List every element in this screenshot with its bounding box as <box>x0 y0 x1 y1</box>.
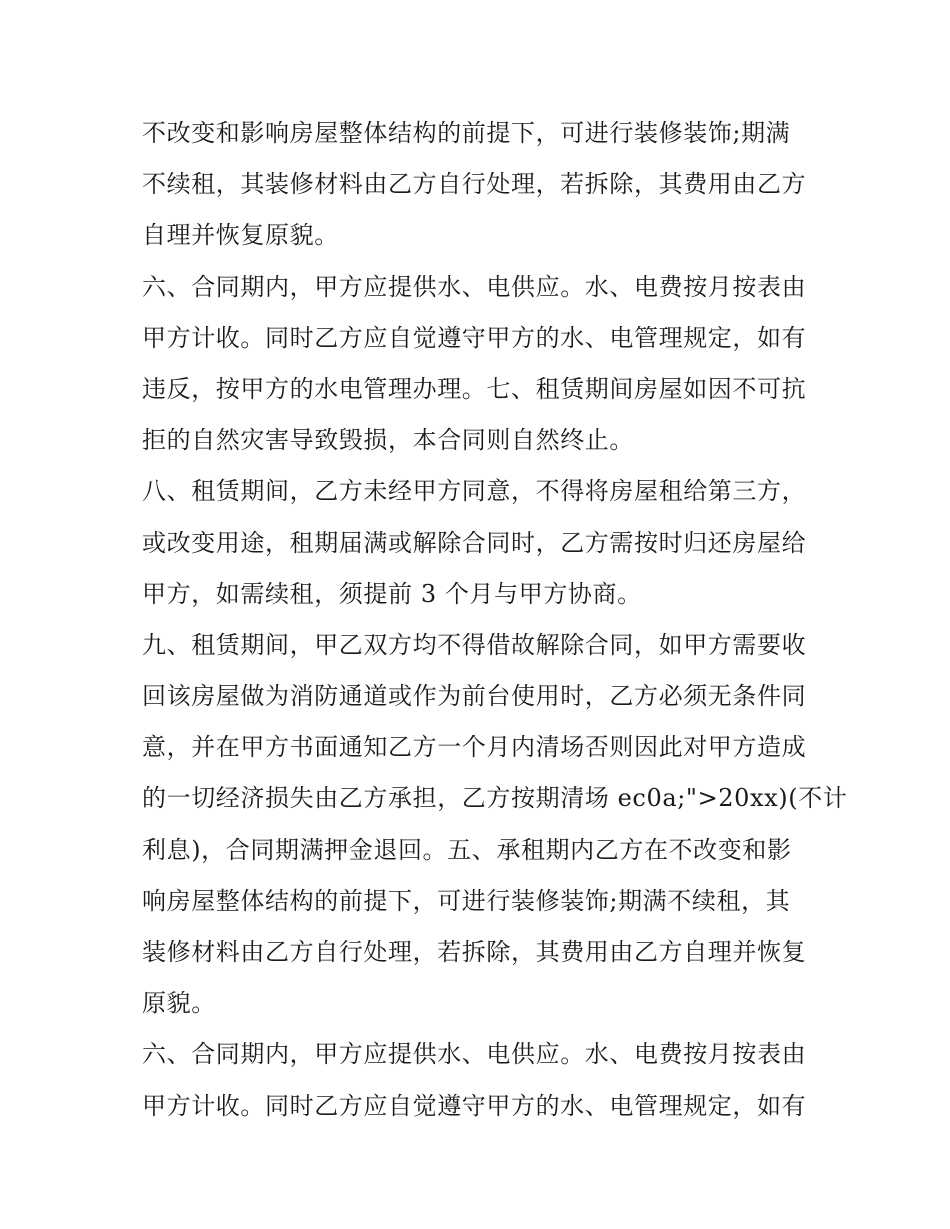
text-line: 不改变和影响房屋整体结构的前提下，可进行装修装饰;期满 <box>142 119 791 147</box>
text-line: 自理并恢复原貌。 <box>142 221 339 250</box>
text-line: 不续租，其装修材料由乙方自行处理，若拆除，其费用由乙方 <box>142 170 807 199</box>
text-line: 利息)，合同期满押金退回。五、承租期内乙方在不改变和影 <box>142 835 792 864</box>
text-line: 违反，按甲方的水电管理办理。七、租赁期间房屋如因不可抗 <box>142 374 807 403</box>
text-line: 甲方，如需续租，须提前 3 个月与甲方协商。 <box>142 579 642 608</box>
text-line: 九、租赁期间，甲乙双方均不得借故解除合同，如甲方需要收 <box>142 630 807 659</box>
text-line: 的一切经济损失由乙方承担，乙方按期清场 ec0a;">20xx)(不计 <box>142 784 848 813</box>
text-line: 响房屋整体结构的前提下，可进行装修装饰;期满不续租，其 <box>142 886 791 915</box>
text-line: 装修材料由乙方自行处理，若拆除，其费用由乙方自理并恢复 <box>142 938 807 966</box>
text-line: 八、租赁期间，乙方未经甲方同意，不得将房屋租给第三方， <box>142 477 807 506</box>
text-line: 或改变用途，租期届满或解除合同时，乙方需按时归还房屋给 <box>142 528 807 557</box>
text-line: 甲方计收。同时乙方应自觉遵守甲方的水、电管理规定，如有 <box>142 1091 807 1120</box>
document-body <box>142 108 848 1132</box>
text-line: 六、合同期内，甲方应提供水、电供应。水、电费按月按表由 <box>142 1040 807 1069</box>
text-line: 甲方计收。同时乙方应自觉遵守甲方的水、电管理规定，如有 <box>142 323 807 352</box>
text-line: 意，并在甲方书面通知乙方一个月内清场否则因此对甲方造成 <box>142 733 807 762</box>
text-line: 拒的自然灾害导致毁损，本合同则自然终止。 <box>142 426 634 455</box>
text-line: 回该房屋做为消防通道或作为前台使用时，乙方必须无条件同 <box>142 682 807 711</box>
text-line: 原貌。 <box>142 989 216 1018</box>
text-line: 六、合同期内，甲方应提供水、电供应。水、电费按月按表由 <box>142 272 807 301</box>
